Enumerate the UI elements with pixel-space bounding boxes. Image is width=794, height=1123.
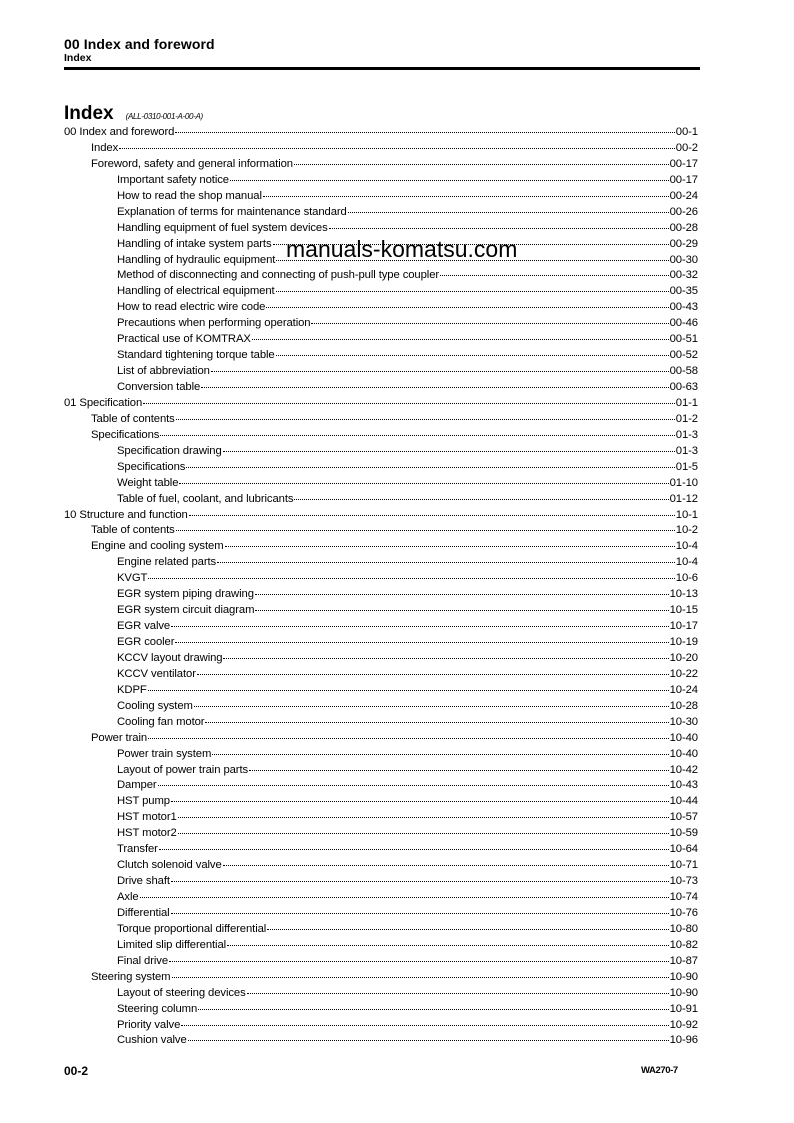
- toc-entry-label[interactable]: Differential: [117, 906, 170, 919]
- toc-entry-page[interactable]: 10-15: [669, 604, 698, 617]
- toc-entry-label[interactable]: Axle: [117, 891, 139, 903]
- toc-entry[interactable]: [64, 187, 698, 203]
- toc-entry-label[interactable]: Weight table: [117, 476, 179, 489]
- toc-dot-leader: [188, 1031, 669, 1043]
- toc-entry-page[interactable]: 00-28: [669, 221, 698, 234]
- toc-entry[interactable]: [64, 792, 698, 808]
- toc-entry[interactable]: [64, 745, 698, 761]
- index-heading: [64, 103, 203, 125]
- toc-dot-leader: [263, 187, 669, 199]
- toc-entry[interactable]: [64, 139, 698, 155]
- toc-entry-page[interactable]: 10-71: [669, 859, 698, 872]
- toc-entry[interactable]: [64, 984, 698, 1000]
- toc-dot-leader: [223, 649, 668, 661]
- toc-entry-label[interactable]: Table of contents: [91, 412, 175, 425]
- toc-dot-leader: [201, 378, 668, 390]
- toc-entry-label[interactable]: Limited slip differential: [117, 938, 227, 951]
- toc-entry-label[interactable]: Specifications: [91, 428, 160, 441]
- toc-entry[interactable]: [64, 872, 698, 888]
- toc-entry-label[interactable]: EGR system piping drawing: [117, 588, 254, 601]
- toc-entry-page[interactable]: 10-59: [669, 827, 698, 840]
- toc-entry[interactable]: [64, 362, 698, 378]
- toc-dot-leader: [172, 968, 669, 980]
- toc-entry[interactable]: [64, 888, 698, 904]
- toc-entry-label[interactable]: Engine and cooling system: [91, 540, 224, 553]
- toc-entry-label[interactable]: Handling of hydraulic equipment: [117, 253, 276, 266]
- toc-dot-leader: [276, 346, 669, 358]
- toc-entry-label[interactable]: 00 Index and foreword: [64, 126, 175, 138]
- toc-entry-label[interactable]: HST motor1: [117, 811, 177, 824]
- toc-entry-page[interactable]: 10-96: [669, 1034, 698, 1047]
- toc-entry[interactable]: [64, 458, 698, 474]
- toc-entry[interactable]: [64, 474, 698, 490]
- toc-entry[interactable]: [64, 123, 698, 139]
- toc-dot-leader: [171, 904, 669, 916]
- toc-entry-page[interactable]: 10-40: [669, 731, 698, 744]
- toc-entry-page[interactable]: 10-1: [675, 508, 698, 521]
- toc-entry[interactable]: [64, 506, 698, 522]
- toc-entry[interactable]: [64, 904, 698, 920]
- toc-entry-label[interactable]: Method of disconnecting and connecting of push-pull type coupler: [117, 269, 440, 282]
- toc-entry[interactable]: [64, 537, 698, 553]
- toc-entry-page[interactable]: 10-19: [669, 636, 698, 648]
- toc-entry[interactable]: [64, 808, 698, 824]
- toc-entry-page[interactable]: 01-12: [669, 492, 698, 505]
- toc-entry-label[interactable]: Handling equipment of fuel system devices: [117, 221, 328, 234]
- toc-dot-leader: [140, 888, 669, 900]
- toc-entry-page[interactable]: 10-90: [669, 970, 698, 983]
- toc-entry[interactable]: [64, 410, 698, 426]
- toc-dot-leader: [225, 537, 675, 549]
- toc-entry-page[interactable]: 10-4: [675, 556, 698, 569]
- toc-dot-leader: [160, 426, 674, 438]
- toc-entry-label[interactable]: Layout of steering devices: [117, 986, 246, 999]
- toc-entry-label[interactable]: Handling of intake system parts: [117, 237, 272, 250]
- index-title: Index: [64, 103, 114, 124]
- toc-entry[interactable]: [64, 697, 698, 713]
- toc-dot-leader: [294, 155, 669, 167]
- toc-entry-page[interactable]: 10-4: [675, 540, 698, 553]
- toc-entry[interactable]: [64, 952, 698, 968]
- toc-dot-leader: [267, 920, 668, 932]
- toc-entry-page[interactable]: 10-28: [669, 699, 698, 712]
- toc-entry-label[interactable]: How to read electric wire code: [117, 301, 266, 314]
- toc-entry-page[interactable]: 00-26: [669, 205, 698, 218]
- toc-entry[interactable]: [64, 314, 698, 330]
- toc-entry[interactable]: [64, 936, 698, 952]
- toc-entry-page[interactable]: 10-13: [669, 588, 698, 601]
- toc-dot-leader: [249, 761, 669, 773]
- toc-entry-page[interactable]: 00-32: [669, 269, 698, 282]
- toc-entry-page[interactable]: 10-87: [669, 954, 698, 967]
- toc-entry-page[interactable]: 10-42: [669, 763, 698, 776]
- toc-entry-page[interactable]: 10-82: [669, 938, 698, 951]
- toc-dot-leader: [211, 362, 669, 374]
- toc-entry[interactable]: [64, 1016, 698, 1032]
- toc-entry-page[interactable]: 10-40: [669, 747, 698, 760]
- toc-entry-page[interactable]: 10-92: [669, 1018, 698, 1031]
- toc-dot-leader: [189, 506, 675, 518]
- toc-entry-page[interactable]: 10-91: [669, 1002, 698, 1015]
- toc-dot-leader: [329, 219, 669, 231]
- toc-entry-page[interactable]: 00-17: [669, 157, 698, 170]
- toc-dot-leader: [159, 840, 669, 852]
- toc-entry-label[interactable]: Table of fuel, coolant, and lubricants: [117, 492, 294, 505]
- toc-dot-leader: [178, 808, 669, 820]
- toc-entry-page[interactable]: 00-51: [669, 333, 698, 346]
- toc-entry[interactable]: [64, 553, 698, 569]
- toc-dot-leader: [143, 394, 675, 406]
- toc-entry-page[interactable]: 00-43: [669, 301, 698, 314]
- toc-entry-label[interactable]: Priority valve: [117, 1018, 181, 1031]
- toc-dot-leader: [171, 792, 669, 804]
- toc-dot-leader: [148, 681, 669, 693]
- toc-entry-page[interactable]: 10-76: [669, 906, 698, 919]
- toc-entry-label[interactable]: Layout of power train parts: [117, 763, 249, 776]
- toc-entry-label[interactable]: Steering system: [91, 970, 171, 983]
- toc-entry-page[interactable]: 00-63: [669, 381, 698, 393]
- toc-entry[interactable]: [64, 219, 698, 235]
- toc-dot-leader: [179, 474, 668, 486]
- toc-entry-label[interactable]: Standard tightening torque table: [117, 349, 275, 362]
- toc-entry-page[interactable]: 10-2: [675, 524, 698, 537]
- toc-entry-page[interactable]: 01-3: [675, 428, 698, 441]
- toc-dot-leader: [175, 123, 674, 135]
- toc-entry-label[interactable]: 01 Specification: [64, 396, 143, 409]
- watermark-text: manuals-komatsu.com: [286, 236, 518, 262]
- toc-entry-page[interactable]: 01-1: [675, 396, 698, 409]
- toc-dot-leader: [178, 824, 669, 836]
- toc-dot-leader: [194, 697, 669, 709]
- toc-entry-label[interactable]: Drive shaft: [117, 875, 170, 888]
- toc-entry[interactable]: [64, 490, 698, 506]
- toc-entry-label[interactable]: Cushion valve: [117, 1034, 187, 1047]
- toc-entry-label[interactable]: Important safety notice: [117, 173, 229, 186]
- toc-dot-leader: [252, 330, 669, 342]
- toc-entry-page[interactable]: 00-1: [675, 126, 698, 138]
- toc-dot-leader: [119, 139, 675, 151]
- toc-entry[interactable]: [64, 266, 698, 282]
- index-document-code: (ALL-0310-001-A-00-A): [125, 112, 203, 121]
- toc-entry-page[interactable]: 01-5: [675, 460, 698, 473]
- footer-model-code: WA270-7: [641, 1065, 678, 1076]
- toc-entry-page[interactable]: 10-22: [669, 667, 698, 680]
- toc-entry-label[interactable]: KVGT: [117, 572, 148, 585]
- toc-entry-label[interactable]: EGR valve: [117, 620, 171, 633]
- toc-entry[interactable]: [64, 394, 698, 410]
- toc-entry-page[interactable]: 00-35: [669, 285, 698, 298]
- toc-dot-leader: [171, 872, 669, 884]
- toc-dot-leader: [181, 1016, 668, 1028]
- toc-dot-leader: [217, 553, 675, 565]
- toc-entry-label[interactable]: Cooling system: [117, 699, 193, 712]
- toc-entry[interactable]: [64, 442, 698, 458]
- toc-entry-page[interactable]: 00-52: [669, 349, 698, 362]
- toc-entry-page[interactable]: 01-3: [675, 444, 698, 457]
- toc-entry[interactable]: [64, 776, 698, 792]
- toc-entry-label[interactable]: Power train: [91, 731, 148, 744]
- toc-entry[interactable]: [64, 521, 698, 537]
- toc-dot-leader: [276, 282, 669, 294]
- toc-entry-page[interactable]: 00-30: [669, 253, 698, 266]
- toc-entry-page[interactable]: 01-2: [675, 412, 698, 425]
- toc-entry-page[interactable]: 01-10: [669, 476, 698, 489]
- toc-entry-page[interactable]: 10-44: [669, 795, 698, 808]
- toc-entry-page[interactable]: 10-90: [669, 986, 698, 999]
- toc-dot-leader: [223, 856, 669, 868]
- toc-entry-label[interactable]: Specifications: [117, 460, 186, 473]
- toc-entry[interactable]: [64, 713, 698, 729]
- toc-entry-page[interactable]: 10-73: [669, 875, 698, 888]
- toc-entry-label[interactable]: Conversion table: [117, 381, 201, 393]
- toc-entry-label[interactable]: List of abbreviation: [117, 365, 210, 378]
- toc-entry-label[interactable]: Torque proportional differential: [117, 922, 267, 935]
- toc-entry-label[interactable]: Power train system: [117, 747, 212, 760]
- toc-entry[interactable]: [64, 1031, 698, 1047]
- header-divider: [64, 67, 700, 70]
- toc-entry-page[interactable]: 00-17: [669, 173, 698, 186]
- toc-entry[interactable]: [64, 171, 698, 187]
- toc-entry-label[interactable]: Table of contents: [91, 524, 175, 537]
- toc-entry-page[interactable]: 10-24: [669, 683, 698, 696]
- toc-entry[interactable]: [64, 665, 698, 681]
- toc-entry[interactable]: [64, 282, 698, 298]
- toc-entry-page[interactable]: 10-6: [675, 572, 698, 585]
- toc-dot-leader: [171, 617, 669, 629]
- toc-dot-leader: [197, 665, 669, 677]
- toc-entry[interactable]: [64, 330, 698, 346]
- toc-entry-page[interactable]: 00-46: [669, 317, 698, 330]
- toc-entry-label[interactable]: Cooling fan motor: [117, 715, 205, 728]
- toc-dot-leader: [440, 266, 669, 278]
- toc-entry-label[interactable]: HST pump: [117, 795, 170, 808]
- toc-entry-page[interactable]: 10-80: [669, 922, 698, 935]
- header-section-title: 00 Index and foreword: [64, 36, 215, 52]
- toc-entry-label[interactable]: Engine related parts: [117, 556, 217, 569]
- toc-dot-leader: [348, 203, 669, 215]
- toc-entry[interactable]: [64, 681, 698, 697]
- toc-entry-label[interactable]: KDPF: [117, 683, 147, 696]
- toc-entry-label[interactable]: KCCV layout drawing: [117, 651, 223, 664]
- toc-entry-label[interactable]: Transfer: [117, 843, 158, 856]
- toc-entry[interactable]: [64, 761, 698, 777]
- toc-entry-label[interactable]: KCCV ventilator: [117, 667, 196, 680]
- toc-dot-leader: [311, 314, 668, 326]
- toc-dot-leader: [212, 745, 668, 757]
- toc-entry[interactable]: [64, 633, 698, 649]
- toc-dot-leader: [169, 952, 669, 964]
- page-header: [64, 36, 700, 65]
- toc-entry-label[interactable]: Index: [91, 141, 119, 154]
- toc-dot-leader: [255, 585, 669, 597]
- toc-entry-page[interactable]: 10-30: [669, 715, 698, 728]
- toc-entry-label[interactable]: Precautions when performing operation: [117, 317, 311, 330]
- toc-entry[interactable]: [64, 840, 698, 856]
- toc-entry-label[interactable]: EGR cooler: [117, 636, 175, 648]
- toc-entry[interactable]: [64, 298, 698, 314]
- toc-entry-label[interactable]: Explanation of terms for maintenance standard: [117, 205, 347, 218]
- footer-page-number: 00-2: [64, 1064, 89, 1078]
- toc-entry-page[interactable]: 00-58: [669, 365, 698, 378]
- toc-entry-label[interactable]: Clutch solenoid valve: [117, 859, 222, 872]
- toc-dot-leader: [198, 1000, 668, 1012]
- toc-dot-leader: [227, 936, 669, 948]
- toc-entry-page[interactable]: 10-43: [669, 779, 698, 792]
- toc-entry[interactable]: [64, 968, 698, 984]
- toc-entry[interactable]: [64, 203, 698, 219]
- toc-entry[interactable]: [64, 601, 698, 617]
- toc-entry[interactable]: [64, 920, 698, 936]
- toc-entry[interactable]: [64, 824, 698, 840]
- toc-entry[interactable]: [64, 569, 698, 585]
- toc-entry-page[interactable]: 10-20: [669, 651, 698, 664]
- toc-dot-leader: [148, 729, 669, 741]
- toc-entry[interactable]: [64, 585, 698, 601]
- toc-dot-leader: [247, 984, 669, 996]
- toc-entry[interactable]: [64, 729, 698, 745]
- toc-dot-leader: [148, 569, 674, 581]
- toc-entry-label[interactable]: Specification drawing: [117, 444, 222, 457]
- toc-dot-leader: [176, 410, 675, 422]
- toc-entry[interactable]: [64, 378, 698, 394]
- toc-entry-label[interactable]: Foreword, safety and general information: [91, 157, 293, 170]
- toc-dot-leader: [294, 490, 668, 502]
- toc-entry-page[interactable]: 10-64: [669, 843, 698, 856]
- toc-dot-leader: [266, 298, 668, 310]
- toc-entry-label[interactable]: HST motor2: [117, 827, 177, 840]
- toc-entry[interactable]: [64, 649, 698, 665]
- toc-entry[interactable]: [64, 426, 698, 442]
- toc-entry[interactable]: [64, 1000, 698, 1016]
- toc-entry-label[interactable]: Final drive: [117, 954, 169, 967]
- toc-entry-page[interactable]: 10-74: [669, 891, 698, 903]
- toc-entry-label[interactable]: EGR system circuit diagram: [117, 604, 255, 617]
- toc-entry[interactable]: [64, 155, 698, 171]
- toc-entry[interactable]: [64, 346, 698, 362]
- toc-dot-leader: [186, 458, 674, 470]
- toc-entry-page[interactable]: 00-29: [669, 237, 698, 250]
- toc-entry-page[interactable]: 10-17: [669, 620, 698, 633]
- toc-dot-leader: [175, 633, 668, 645]
- toc-entry-label[interactable]: Steering column: [117, 1002, 198, 1015]
- toc-dot-leader: [205, 713, 668, 725]
- toc-entry[interactable]: [64, 856, 698, 872]
- toc-entry-label[interactable]: Handling of electrical equipment: [117, 285, 275, 298]
- toc-dot-leader: [158, 776, 669, 788]
- toc-entry-label[interactable]: How to read the shop manual: [117, 189, 262, 202]
- toc-dot-leader: [223, 442, 675, 454]
- toc-entry[interactable]: [64, 617, 698, 633]
- header-subsection-title: Index: [64, 52, 92, 64]
- toc-dot-leader: [176, 521, 675, 533]
- toc-dot-leader: [230, 171, 669, 183]
- toc-entry-label[interactable]: 10 Structure and function: [64, 508, 188, 521]
- toc-entry-label[interactable]: Damper: [117, 779, 157, 792]
- toc-entry-page[interactable]: 00-2: [675, 141, 698, 154]
- toc-entry-page[interactable]: 10-57: [669, 811, 698, 824]
- toc-entry-page[interactable]: 00-24: [669, 189, 698, 202]
- toc-dot-leader: [255, 601, 668, 613]
- toc-entry-label[interactable]: Practical use of KOMTRAX: [117, 333, 251, 346]
